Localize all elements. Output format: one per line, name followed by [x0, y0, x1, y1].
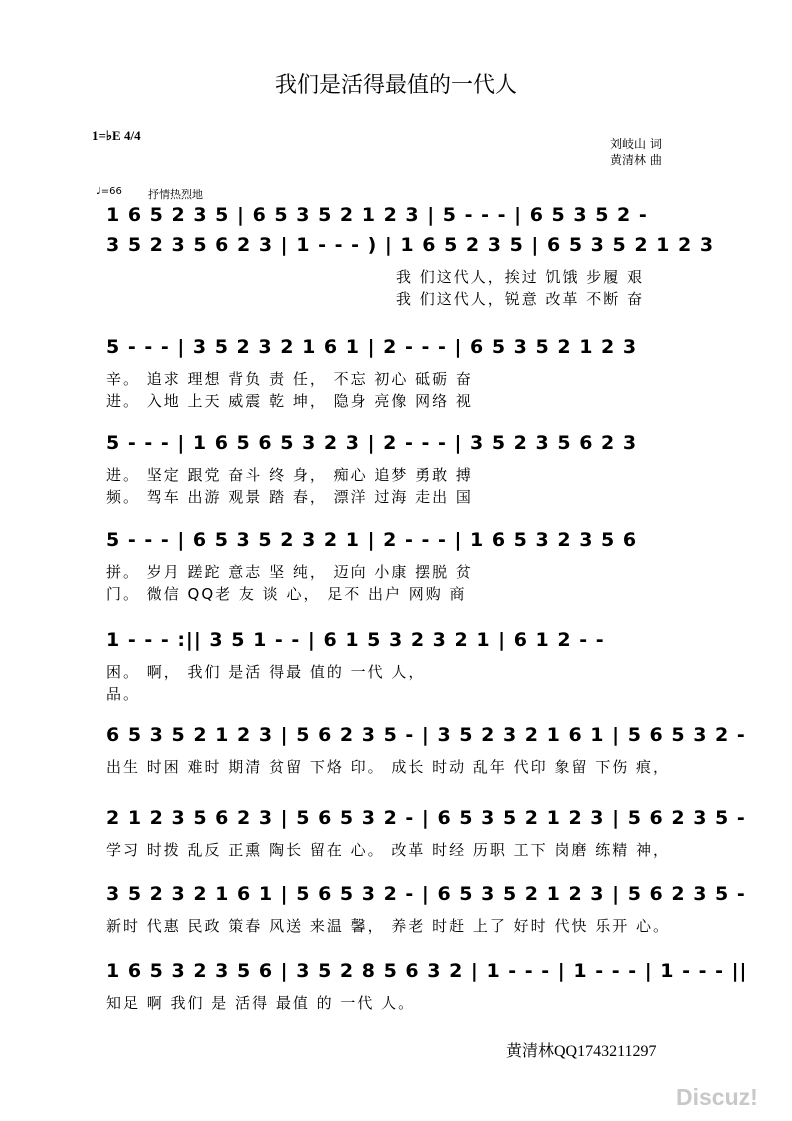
expression-marking: 抒情热烈地 [148, 188, 203, 201]
score-row [106, 805, 746, 859]
watermark: Discuz! [676, 1084, 758, 1110]
lyric-line-2: 我 们这代人，锐意 改革 不断 奋 [396, 290, 645, 308]
lyric-line-1: 知足 啊 我们 是 活得 最值 的 一代 人。 [106, 994, 416, 1012]
lyric-line-1: 学习 时拨 乱反 正熏 陶长 留在 心。 改革 时经 历职 工下 岗磨 练精 神， [106, 841, 670, 859]
notes-line: 3 5 2 3 2 1 6 1 | 5 6 5 3 2 - | 6 5 3 5 2 1 2 3 | 5 6 2 3 5 - [106, 883, 746, 905]
lyric-line-1: 拼。 岁月 蹉跎 意志 坚 纯， 迈向 小康 摆脱 贫 [106, 563, 473, 581]
score-row [106, 627, 714, 703]
lyric-line-1: 困。 啊， 我们 是活 得最 值的 一代 人， [106, 663, 426, 681]
notes-line: 1 6 5 2 3 5 | 6 5 3 5 2 1 2 3 | 5 - - - | 6 5 3 5 2 - [106, 204, 648, 226]
lyric-line-1: 我 们这代人，挨过 饥饿 步履 艰 [396, 268, 645, 286]
notes-line: 1 6 5 3 2 3 5 6 | 3 5 2 8 5 6 3 2 | 1 - - - | 1 - - - | 1 - - - || [106, 960, 748, 982]
key-signature: 1=♭E 4/4 [92, 128, 141, 143]
score-row [106, 527, 714, 603]
notes-line: 3 5 2 3 5 6 2 3 | 1 - - - ) | 1 6 5 2 3 5 | 6 5 3 5 2 1 2 3 [106, 234, 715, 256]
song-title: 我们是活得最值的一代人 [274, 73, 517, 98]
notes-line: 6 5 3 5 2 1 2 3 | 5 6 2 3 5 - | 3 5 2 3 2 1 6 1 | 5 6 5 3 2 - [106, 724, 746, 746]
composer: 黄清林 曲 [610, 153, 662, 167]
score-row [106, 881, 746, 935]
lyric-line-2: 品。 [106, 685, 141, 703]
notes-line: 1 - - - :|| 3 5 1 - - | 6 1 5 3 2 3 2 1 | 6 1 2 - - [106, 629, 605, 651]
notes-line: 5 - - - | 3 5 2 3 2 1 6 1 | 2 - - - | 6 5 3 5 2 1 2 3 [106, 336, 638, 358]
score-row [106, 334, 714, 410]
notes-line: 2 1 2 3 5 6 2 3 | 5 6 5 3 2 - | 6 5 3 5 2 1 2 3 | 5 6 2 3 5 - [106, 807, 746, 829]
lyric-line-1: 进。 坚定 跟党 奋斗 终 身， 痴心 追梦 勇敢 搏 [106, 466, 473, 484]
lyric-line-1: 辛。 追求 理想 背负 责 任， 不忘 初心 砥砺 奋 [106, 370, 473, 388]
notes-line: 5 - - - | 6 5 3 5 2 3 2 1 | 2 - - - | 1 6 5 3 2 3 5 6 [106, 529, 638, 551]
lyric-line-2: 门。 微信 QQ老 友 谈 心， 足不 出户 网购 商 [106, 585, 467, 603]
notes-line: 5 - - - | 1 6 5 6 5 3 2 3 | 2 - - - | 3 5 2 3 5 6 2 3 [106, 432, 638, 454]
score-row [106, 430, 714, 506]
lyricist: 刘岐山 词 [610, 137, 662, 151]
score-row [106, 722, 746, 776]
lyric-line-2: 进。 入地 上天 威震 乾 坤， 隐身 亮像 网络 视 [106, 392, 473, 410]
score-row [106, 202, 714, 228]
score-row [106, 958, 748, 1012]
tempo-marking: ♩=66 [96, 186, 122, 197]
score-row [106, 232, 715, 308]
signature: 黄清林QQ1743211297 [506, 1043, 657, 1060]
lyric-line-1: 新时 代惠 民政 策春 风送 来温 馨， 养老 时赶 上了 好时 代快 乐开 心。 [106, 917, 670, 935]
credits [610, 136, 662, 168]
lyric-line-2: 频。 驾车 出游 观景 踏 春， 漂洋 过海 走出 国 [106, 488, 473, 506]
lyric-line-1: 出生 时困 难时 期清 贫留 下烙 印。 成长 时动 乱年 代印 象留 下伤 痕， [106, 758, 670, 776]
